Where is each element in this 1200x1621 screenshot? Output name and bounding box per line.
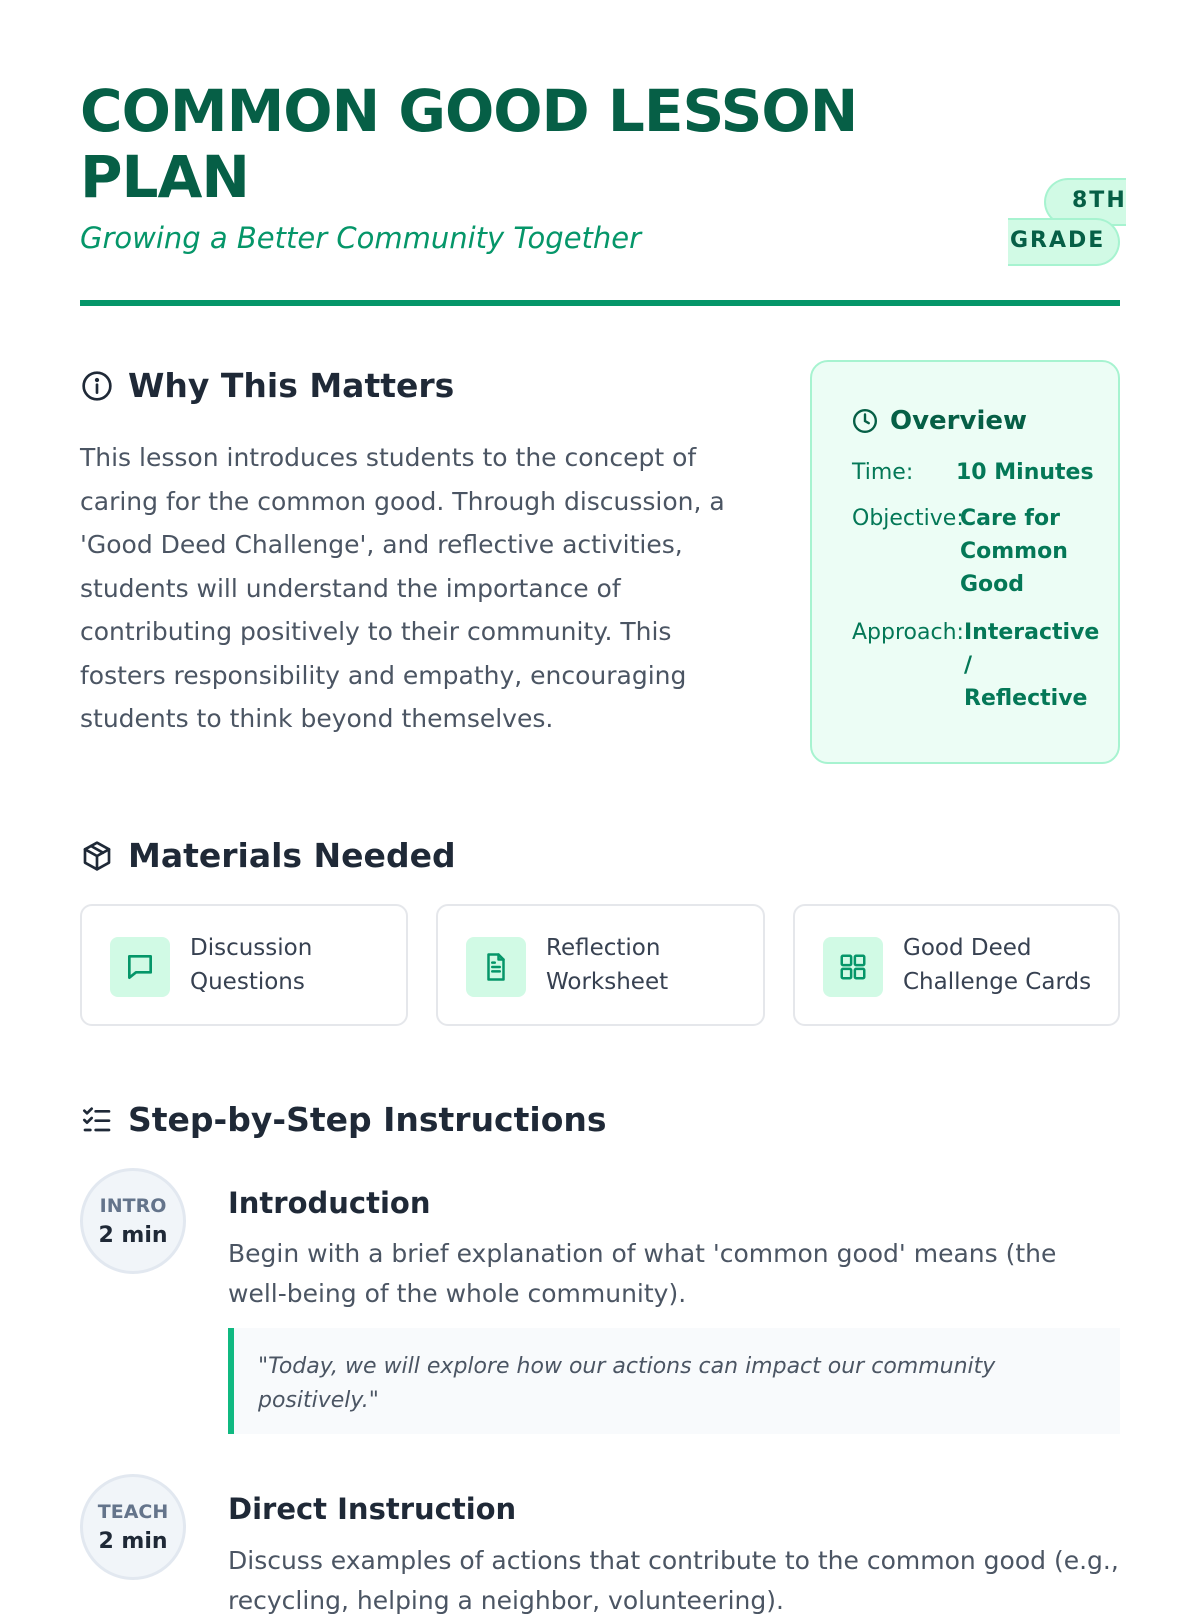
page-title: COMMON GOOD LESSON PLAN bbox=[80, 77, 858, 211]
why-section-header bbox=[80, 366, 454, 405]
overview-time-label: Time: bbox=[852, 460, 914, 485]
overview-card bbox=[810, 360, 1120, 764]
step-badge-intro bbox=[80, 1168, 186, 1274]
grade-badge-line1: 8TH bbox=[1072, 188, 1127, 213]
step-title-introduction: Introduction bbox=[228, 1186, 431, 1220]
why-heading: Why This Matters bbox=[128, 366, 455, 405]
grade-badge bbox=[1008, 178, 1127, 266]
document-icon bbox=[466, 937, 526, 997]
material-label: Good Deed Challenge Cards bbox=[903, 935, 1092, 995]
material-card-worksheet bbox=[436, 904, 765, 1026]
overview-objective-label: Objective: bbox=[852, 506, 964, 531]
step-description-introduction: Begin with a brief explanation of what 'common good' means (the well-being of the whole community). bbox=[228, 1239, 1057, 1308]
overview-heading: Overview bbox=[890, 406, 1028, 436]
why-body-text: This lesson introduces students to the concept of caring for the common good. Through discussion, a 'Good Deed Challenge', and reflective activities, students will understand the importance of contributing positively to their community. This fosters responsibility and empathy, encouraging students to think beyond themselves. bbox=[80, 443, 725, 733]
materials-section-header bbox=[80, 836, 456, 875]
material-card-challenge bbox=[793, 904, 1120, 1026]
steps-heading: Step-by-Step Instructions bbox=[128, 1100, 607, 1139]
info-circle-icon bbox=[80, 369, 114, 403]
materials-heading: Materials Needed bbox=[128, 836, 456, 875]
package-icon bbox=[80, 839, 114, 873]
overview-objective-row bbox=[852, 502, 1092, 602]
material-card-discussion bbox=[80, 904, 408, 1026]
step-tag: INTRO bbox=[99, 1195, 167, 1217]
material-label: Reflection Worksheet bbox=[546, 935, 669, 995]
clock-icon bbox=[852, 408, 878, 434]
overview-time-value: 10 Minutes bbox=[956, 460, 1094, 485]
grid-icon bbox=[823, 937, 883, 997]
steps-section-header bbox=[80, 1100, 607, 1139]
step-description-direct-instruction: Discuss examples of actions that contribute to the common good (e.g., recycling, helping a neighbor, volunteering). bbox=[228, 1546, 1119, 1615]
step-quote: "Today, we will explore how our actions can impact our community positively." bbox=[228, 1328, 1120, 1434]
material-label: Discussion Questions bbox=[190, 935, 313, 995]
speech-bubble-icon bbox=[110, 937, 170, 997]
step-duration: 2 min bbox=[98, 1529, 168, 1554]
overview-approach-label: Approach: bbox=[852, 620, 964, 645]
page-subtitle: Growing a Better Community Together bbox=[80, 221, 642, 255]
step-duration: 2 min bbox=[98, 1223, 168, 1248]
overview-objective-value: Care for Common Good bbox=[960, 506, 1068, 597]
overview-header bbox=[852, 406, 1027, 436]
step-badge-teach bbox=[80, 1474, 186, 1580]
checklist-icon bbox=[80, 1103, 114, 1137]
overview-approach-value: Interactive / Reflective bbox=[964, 620, 1100, 711]
grade-badge-line2: GRADE bbox=[1010, 228, 1106, 253]
step-title-direct-instruction: Direct Instruction bbox=[228, 1492, 517, 1526]
step-tag: TEACH bbox=[97, 1501, 169, 1523]
overview-time-row bbox=[852, 456, 1092, 489]
header-divider bbox=[80, 300, 1120, 306]
overview-approach-row bbox=[852, 616, 1102, 716]
